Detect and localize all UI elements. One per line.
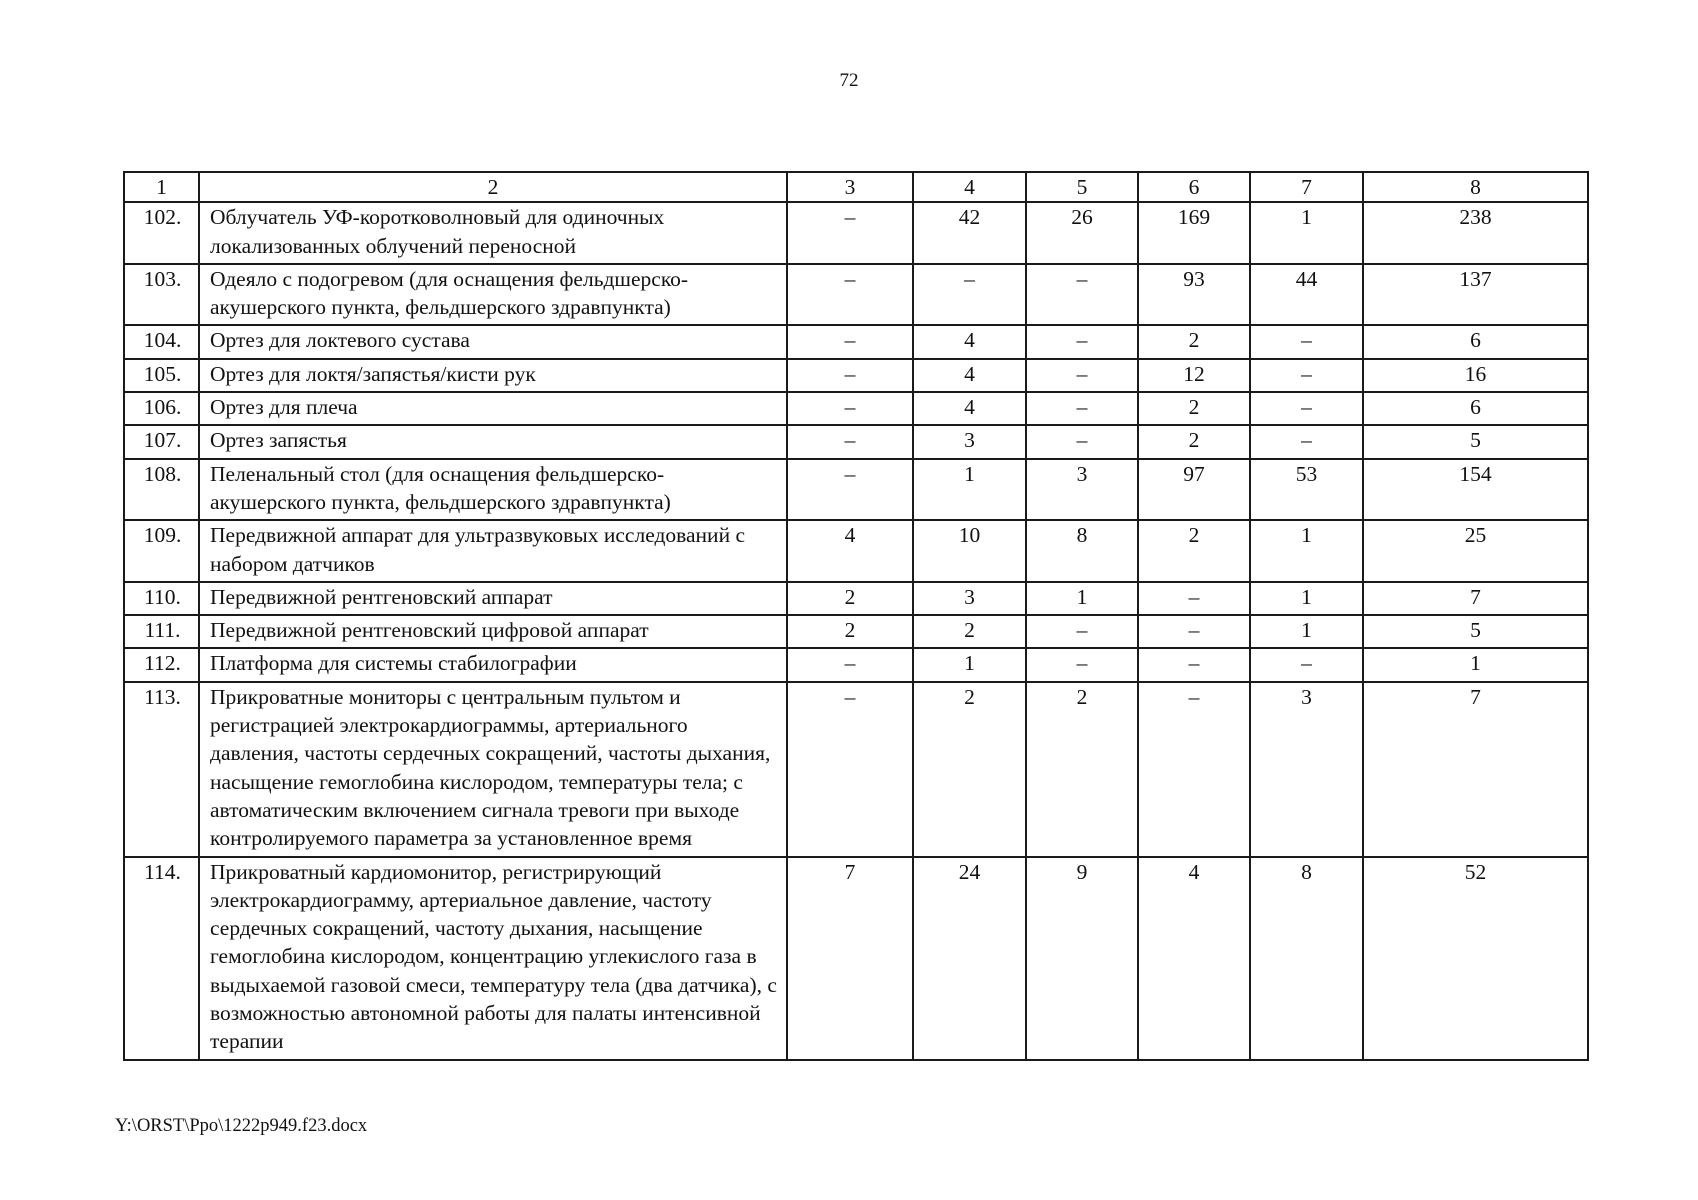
value-col-5: 1	[1026, 582, 1138, 615]
equipment-name: Передвижной рентгеновский аппарат	[199, 582, 787, 615]
header-cell-5: 5	[1026, 172, 1138, 202]
table-header-row	[124, 172, 1588, 202]
footer-file-path: Y:\ORST\Ppo\1222p949.f23.docx	[115, 1116, 368, 1136]
value-col-5: 2	[1026, 682, 1138, 857]
row-number: 114.	[124, 857, 199, 1060]
header-cell-4: 4	[913, 172, 1026, 202]
value-col-7: 1	[1250, 202, 1363, 264]
value-col-5: –	[1026, 264, 1138, 326]
header-cell-1: 1	[124, 172, 199, 202]
value-col-3: –	[787, 202, 913, 264]
value-col-5: 26	[1026, 202, 1138, 264]
value-col-4: 42	[913, 202, 1026, 264]
row-number: 106.	[124, 392, 199, 425]
value-col-6: 93	[1138, 264, 1250, 326]
value-col-4: 2	[913, 615, 1026, 648]
value-col-4: 4	[913, 325, 1026, 358]
row-number: 110.	[124, 582, 199, 615]
value-col-7: 44	[1250, 264, 1363, 326]
equipment-table	[123, 171, 1589, 1061]
value-col-4: 1	[913, 648, 1026, 681]
value-col-4: 3	[913, 425, 1026, 458]
value-total-col-8: 1	[1363, 648, 1588, 681]
row-number: 113.	[124, 682, 199, 857]
row-number: 103.	[124, 264, 199, 326]
value-col-3: –	[787, 359, 913, 392]
value-col-7: 1	[1250, 520, 1363, 582]
table-row	[124, 425, 1588, 458]
value-col-3: 4	[787, 520, 913, 582]
value-col-5: –	[1026, 615, 1138, 648]
value-col-5: 9	[1026, 857, 1138, 1060]
equipment-name: Пеленальный стол (для оснащения фельдшерско-акушерского пункта, фельдшерского здравпункта)	[199, 459, 787, 521]
value-col-6: 2	[1138, 425, 1250, 458]
equipment-name: Ортез для плеча	[199, 392, 787, 425]
value-col-6: 2	[1138, 392, 1250, 425]
value-total-col-8: 6	[1363, 392, 1588, 425]
value-col-7: 3	[1250, 682, 1363, 857]
value-col-4: 24	[913, 857, 1026, 1060]
value-col-4: 2	[913, 682, 1026, 857]
value-col-6: –	[1138, 648, 1250, 681]
value-total-col-8: 52	[1363, 857, 1588, 1060]
equipment-name: Одеяло с подогревом (для оснащения фельдшерско-акушерского пункта, фельдшерского здравпункта)	[199, 264, 787, 326]
table-row	[124, 857, 1588, 1060]
value-col-6: –	[1138, 682, 1250, 857]
value-total-col-8: 5	[1363, 425, 1588, 458]
value-col-5: 8	[1026, 520, 1138, 582]
header-cell-3: 3	[787, 172, 913, 202]
value-col-4: 4	[913, 392, 1026, 425]
value-col-5: 3	[1026, 459, 1138, 521]
value-col-5: –	[1026, 359, 1138, 392]
equipment-name: Платформа для системы стабилографии	[199, 648, 787, 681]
value-col-6: 2	[1138, 520, 1250, 582]
table-row	[124, 648, 1588, 681]
value-total-col-8: 25	[1363, 520, 1588, 582]
value-col-3: 2	[787, 582, 913, 615]
equipment-name: Прикроватный кардиомонитор, регистрирующий электрокардиограмму, артериальное давление, частоту сердечных сокращений, частоту дыхания, насыщение гемоглобина кислородом, концентрацию углекислого газа в выдыхаемой газовой смеси, температуру тела (два датчика), с возможностью автономной работы для палаты интенсивной терапии	[199, 857, 787, 1060]
value-col-4: 4	[913, 359, 1026, 392]
value-col-5: –	[1026, 325, 1138, 358]
value-col-4: 3	[913, 582, 1026, 615]
value-col-5: –	[1026, 648, 1138, 681]
page-number: 72	[839, 70, 859, 91]
value-col-4: 10	[913, 520, 1026, 582]
equipment-name: Ортез для локтя/запястья/кисти рук	[199, 359, 787, 392]
row-number: 102.	[124, 202, 199, 264]
value-col-3: –	[787, 325, 913, 358]
value-col-3: –	[787, 648, 913, 681]
value-col-3: 2	[787, 615, 913, 648]
value-col-6: 169	[1138, 202, 1250, 264]
equipment-name: Ортез для локтевого сустава	[199, 325, 787, 358]
value-total-col-8: 238	[1363, 202, 1588, 264]
value-col-6: –	[1138, 615, 1250, 648]
value-col-7: –	[1250, 425, 1363, 458]
value-col-7: 53	[1250, 459, 1363, 521]
table-row	[124, 325, 1588, 358]
value-col-7: –	[1250, 325, 1363, 358]
value-col-6: 4	[1138, 857, 1250, 1060]
value-col-7: 1	[1250, 582, 1363, 615]
value-total-col-8: 7	[1363, 682, 1588, 857]
row-number: 112.	[124, 648, 199, 681]
value-col-3: –	[787, 459, 913, 521]
value-col-3: –	[787, 425, 913, 458]
value-col-6: 12	[1138, 359, 1250, 392]
value-col-3: –	[787, 392, 913, 425]
row-number: 109.	[124, 520, 199, 582]
table-row	[124, 359, 1588, 392]
equipment-name: Облучатель УФ-коротковолновый для одиночных локализованных облучений переносной	[199, 202, 787, 264]
table-row	[124, 582, 1588, 615]
value-col-6: –	[1138, 582, 1250, 615]
table-body	[124, 172, 1588, 1060]
equipment-name: Ортез запястья	[199, 425, 787, 458]
equipment-name: Передвижной аппарат для ультразвуковых исследований с набором датчиков	[199, 520, 787, 582]
value-col-7: –	[1250, 648, 1363, 681]
value-col-4: –	[913, 264, 1026, 326]
table-row	[124, 682, 1588, 857]
row-number: 104.	[124, 325, 199, 358]
value-total-col-8: 6	[1363, 325, 1588, 358]
equipment-name: Передвижной рентгеновский цифровой аппарат	[199, 615, 787, 648]
equipment-name: Прикроватные мониторы с центральным пультом и регистрацией электрокардиограммы, артериального давления, частоты сердечных сокращений, частоты дыхания, насыщение гемоглобина кислородом, температуры тела; с автоматическим включением сигнала тревоги при выходе контролируемого параметра за установленное время	[199, 682, 787, 857]
value-col-7: –	[1250, 392, 1363, 425]
value-col-3: –	[787, 682, 913, 857]
header-cell-7: 7	[1250, 172, 1363, 202]
value-col-7: –	[1250, 359, 1363, 392]
value-col-4: 1	[913, 459, 1026, 521]
value-total-col-8: 7	[1363, 582, 1588, 615]
table-row	[124, 520, 1588, 582]
value-total-col-8: 154	[1363, 459, 1588, 521]
header-cell-8: 8	[1363, 172, 1588, 202]
value-total-col-8: 137	[1363, 264, 1588, 326]
row-number: 108.	[124, 459, 199, 521]
row-number: 111.	[124, 615, 199, 648]
value-col-5: –	[1026, 425, 1138, 458]
table-row	[124, 392, 1588, 425]
value-col-5: –	[1026, 392, 1138, 425]
value-total-col-8: 16	[1363, 359, 1588, 392]
value-total-col-8: 5	[1363, 615, 1588, 648]
header-cell-2: 2	[199, 172, 787, 202]
table-row	[124, 459, 1588, 521]
value-col-3: –	[787, 264, 913, 326]
header-cell-6: 6	[1138, 172, 1250, 202]
table-row	[124, 202, 1588, 264]
value-col-6: 97	[1138, 459, 1250, 521]
table-row	[124, 264, 1588, 326]
value-col-7: 8	[1250, 857, 1363, 1060]
value-col-3: 7	[787, 857, 913, 1060]
value-col-6: 2	[1138, 325, 1250, 358]
row-number: 105.	[124, 359, 199, 392]
row-number: 107.	[124, 425, 199, 458]
value-col-7: 1	[1250, 615, 1363, 648]
table-row	[124, 615, 1588, 648]
